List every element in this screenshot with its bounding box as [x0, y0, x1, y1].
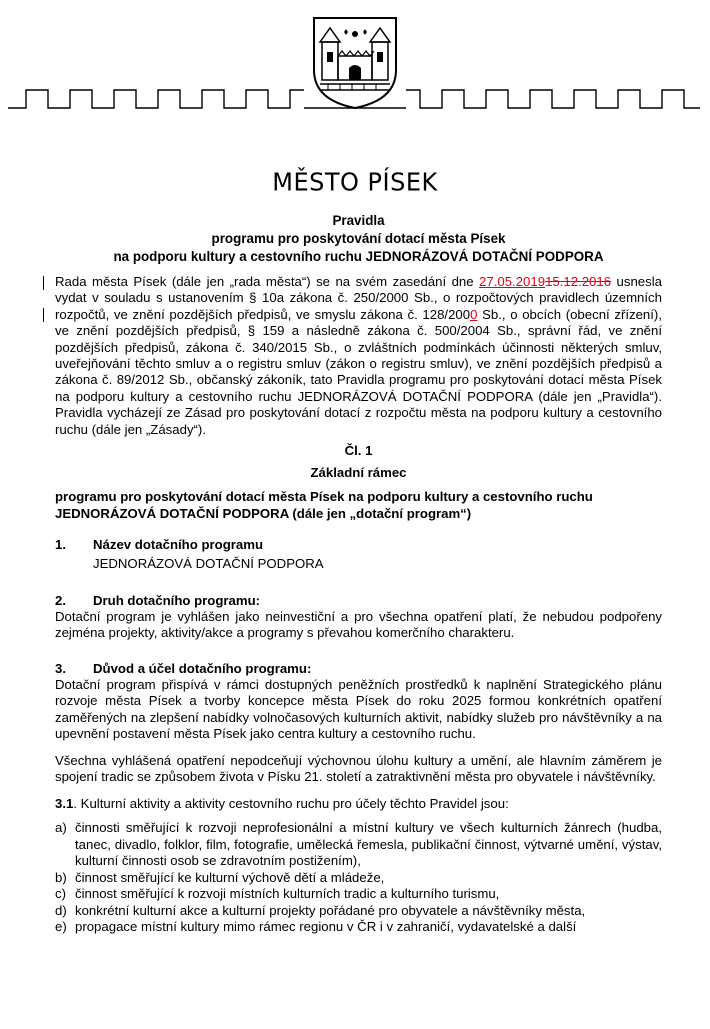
section-title: Druh dotačního programu:: [93, 593, 261, 609]
digit-inserted: 0: [470, 306, 478, 322]
date-deleted: 15.12.2016: [545, 274, 612, 289]
city-crest-icon: [300, 12, 410, 112]
city-name: MĚSTO PÍSEK: [272, 167, 438, 197]
title-line-1: Pravidla: [332, 213, 385, 228]
section-title: Název dotačního programu: [93, 537, 263, 553]
document-body: [55, 212, 662, 936]
section-text: JEDNORÁZOVÁ DOTAČNÍ PODPORA: [93, 556, 324, 572]
section-title: Důvod a účel dotačního programu:: [93, 660, 312, 676]
list-item: [55, 820, 662, 869]
section-number: 3.: [55, 660, 66, 676]
change-bar: [43, 308, 44, 322]
subsection-3-1: [55, 795, 662, 812]
list-marker: e): [55, 919, 67, 935]
subsection-text: . Kulturní aktivity a aktivity cestovního ruchu pro účely těchto Pravidel jsou:: [73, 796, 509, 812]
list-marker: c): [55, 886, 66, 902]
section-3: [55, 660, 662, 936]
list-item-text: konkrétní kulturní akce a kulturní projekty pořádané pro obyvatele a návštěvníky města,: [75, 902, 586, 918]
header-ornament: [0, 12, 710, 122]
list-item-text: činnosti směřující k rozvoji neprofesionální a místní kultury ve všech kulturních žánrech (hudba, tanec, divadlo, folklor, film, fotografie, umělecká řemesla, publikační činnost, výtvarné umění, výstav, kulturní činnosti osob se zdravotním postižením),: [75, 820, 662, 869]
list-item-text: činnost směřující k rozvoji místních kulturních tradic a kulturního turismu,: [75, 886, 500, 902]
list-marker: d): [55, 902, 67, 918]
list-item-text: činnost směřující ke kulturní výchově dětí a mládeže,: [75, 869, 385, 885]
intro-text-3: Sb., o obcích (obecní zřízení), ve znění pozdějších předpisů, § 159 a následně zákona č. 500/2004 Sb., správní řád, ve znění pozdějších předpisů, zákona č. 340/2015 Sb., o zvláštních podmínkách účinnosti některých smluv, uveřejňování těchto smluv a o registru smluv (zákon o registru smluv), ve znění pozdějších předpisů a zákona č. 89/2012 Sb., občanský zákoník, tato Pravidla programu pro poskytování dotací města Písek na podporu kultury a cestovního ruchu JEDNORÁZOVÁ DOTAČNÍ PODPORA (dále jen „Pravidla“). Pravidla vycházejí ze Zásad pro poskytování dotací z rozpočtu města na podporu kultury a cestovního ruchu (dále jen „Zásady“).: [55, 306, 662, 437]
list-item: [55, 886, 662, 903]
section-1: [55, 536, 662, 572]
subsection-number: 3.1: [55, 796, 74, 812]
intro-paragraph-block: [55, 274, 662, 438]
article-number: Čl. 1: [344, 443, 373, 459]
section-text: Všechna vyhlášená opatření nepodceňují výchovnou úlohu kultury a umění, ale hlavním záměrem je spojení tradic se způsobem života v Písku 21. století a zatraktivnění města pro obyvatele i návštěvníky.: [55, 752, 662, 784]
section-heading: [55, 536, 662, 553]
section-text: Dotační program přispívá v rámci dostupných peněžních prostředků k naplnění Strategického plánu rozvoje města Písek a tvorby koncepce města Písek do roku 2025 formou konkrétních opatření zaměřených na zlepšení nabídky volnočasových kulturních aktivit, nabídky služeb pro návštěvníky a na upevnění postavení města Písek jako centra kultury a cestovního ruchu.: [55, 676, 662, 742]
list-marker: b): [55, 869, 67, 885]
intro-text-2: usnesla vydat v souladu s ustanovením § 10a zákona č. 250/2000 Sb., o rozpočtových pravidlech územních rozpočtů, ve znění pozdějších předpisů, ve smyslu zákona č. 128/200: [55, 274, 662, 322]
section-2: [55, 592, 662, 642]
section-number: 1.: [55, 537, 66, 553]
section-text: Dotační program je vyhlášen jako neinvestiční a pro všechna opatření platí, že nebudou podpořeny zejména projekty, aktivity/akce a programy s převahou komerčního charakteru.: [55, 609, 662, 641]
change-bar: [43, 276, 44, 290]
date-inserted: 27.05.2019: [479, 274, 546, 289]
list-item: [55, 903, 662, 920]
intro-paragraph: [55, 274, 662, 438]
title-line-2: programu pro poskytování dotací města Písek: [211, 231, 506, 246]
title-line-3: na podporu kultury a cestovního ruchu JEDNORÁZOVÁ DOTAČNÍ PODPORA: [113, 249, 604, 264]
list-item-text: propagace místní kultury mimo rámec regionu v ČR i v zahraničí, vydavatelské a další: [75, 919, 577, 935]
intro-text-1: Rada města Písek (dále jen „rada města“) se na svém zasedání dne: [55, 274, 480, 289]
article-subheading: programu pro poskytování dotací města Písek na podporu kultury a cestovního ruchu JEDNORÁZOVÁ DOTAČNÍ PODPORA (dále jen „dotační program“): [55, 489, 593, 522]
list-item: [55, 919, 662, 936]
document-title: [55, 212, 662, 266]
list-marker: a): [55, 820, 67, 836]
section-heading: [55, 592, 662, 609]
article-heading: Základní rámec: [310, 465, 407, 481]
section-number: 2.: [55, 593, 66, 609]
list-item: [55, 870, 662, 887]
activity-list: [55, 820, 662, 936]
section-heading: [55, 660, 662, 677]
